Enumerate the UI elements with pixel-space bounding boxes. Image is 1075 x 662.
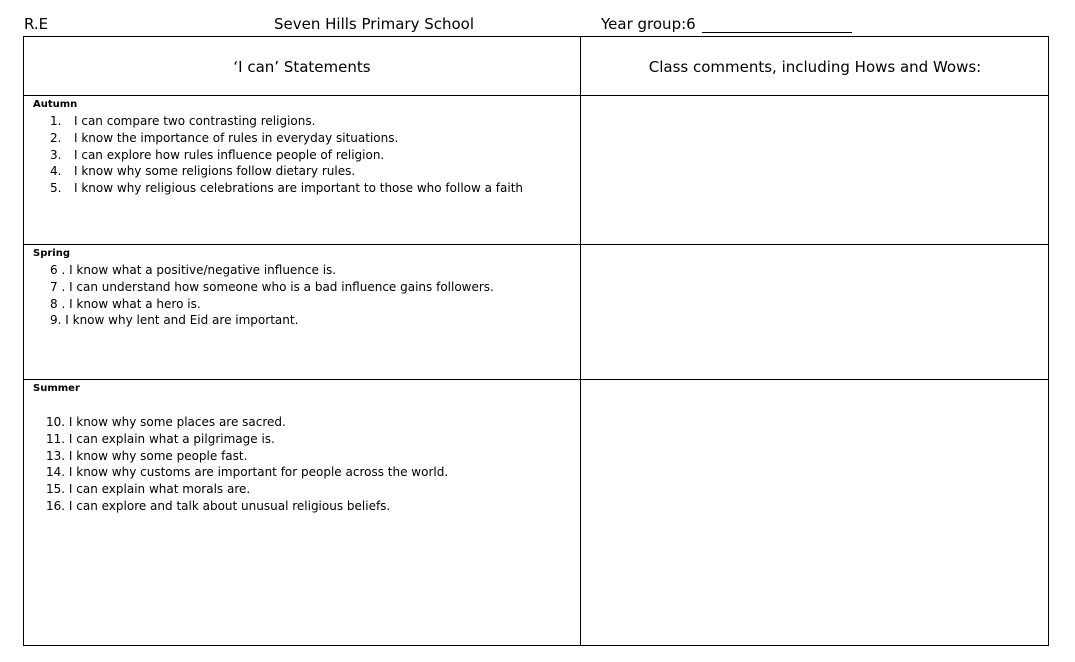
item-text: I can explore how rules influence people of religion. (74, 147, 385, 162)
list-item: 15. I can explain what morals are. (46, 482, 251, 497)
item-number: 2. (50, 130, 62, 145)
item-number: 4. (50, 164, 62, 179)
list-item: 9. I know why lent and Eid are important. (50, 313, 299, 328)
school-name: Seven Hills Primary School (274, 15, 475, 33)
list-item: 11. I can explain what a pilgrimage is. (46, 431, 275, 446)
year-group-label: Year group:6 (601, 15, 696, 33)
item-text: I know why some religions follow dietary rules. (74, 164, 356, 179)
document-header (0, 13, 1075, 37)
spring-comments-cell[interactable] (581, 245, 1049, 379)
item-number: 1. (50, 114, 62, 128)
item-text: I know the importance of rules in everyday situations. (74, 130, 399, 145)
list-item (50, 130, 523, 147)
list-item: 10. I know why some places are sacred. (46, 415, 286, 429)
subject-label: R.E (24, 15, 49, 33)
item-text: I know why religious celebrations are important to those who follow a faith (74, 181, 524, 196)
autumn-statements-list (50, 113, 523, 197)
item-number: 3. (50, 147, 62, 162)
autumn-term-title: Autumn (33, 99, 78, 110)
summer-term-title: Summer (33, 383, 80, 394)
item-number: 5. (50, 181, 62, 196)
class-comments-heading: Class comments, including Hows and Wows: (648, 57, 982, 76)
list-item: 7 . I can understand how someone who is a bad influence gains followers. (50, 279, 494, 294)
list-item (50, 163, 523, 180)
spring-term-title: Spring (33, 248, 70, 259)
list-item: 14. I know why customs are important for people across the world. (46, 465, 449, 480)
list-item (50, 113, 523, 130)
item-text: I can compare two contrasting religions. (74, 114, 316, 128)
year-group-blank-line (702, 17, 852, 33)
list-item: 13. I know why some people fast. (46, 448, 248, 463)
spring-statements-list (50, 262, 494, 329)
i-can-statements-heading: ‘I can’ Statements (233, 57, 371, 76)
list-item (50, 147, 523, 164)
year-group (601, 15, 852, 33)
autumn-comments-cell[interactable] (581, 96, 1049, 244)
list-item: 8 . I know what a hero is. (50, 296, 201, 311)
list-item (50, 180, 523, 197)
statements-table (23, 36, 1049, 646)
list-item: 6 . I know what a positive/negative influence is. (50, 263, 337, 277)
summer-comments-cell[interactable] (581, 380, 1049, 645)
summer-statements-list (46, 414, 448, 515)
list-item: 16. I can explore and talk about unusual religious beliefs. (46, 498, 391, 513)
